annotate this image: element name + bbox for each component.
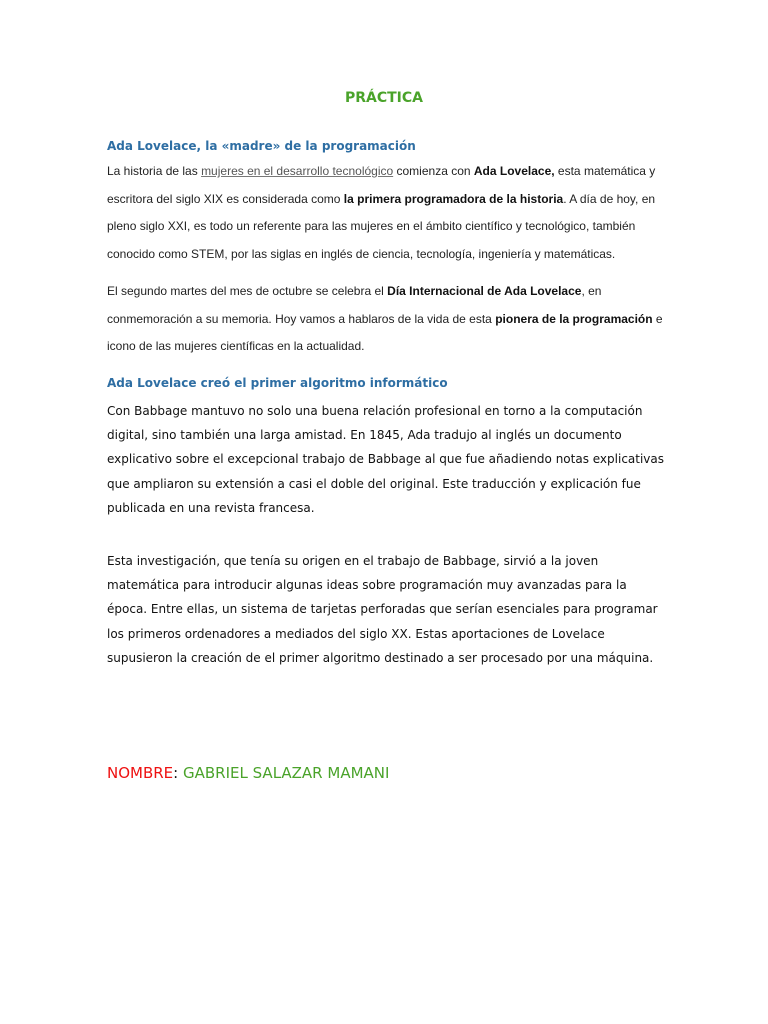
paragraph-text: La historia de las bbox=[107, 164, 202, 178]
paragraph-text: , en conmemoración a su memoria. Hoy vamos a hablaros de la vida de esta bbox=[107, 284, 602, 326]
paragraph-babbage: Con Babbage mantuvo no solo una buena relación profesional en torno a la computación digital, sino también una larga amistad. En 1845, Ada tradujo al inglés un documento explicativo sobre el excepcional trabajo de Babbage al que fue añadiendo notas explicativas que ampliaron su extensión a casi el doble del original. Este traducción y explicación fue publicada en una revista francesa. bbox=[107, 404, 665, 515]
paragraph-historia bbox=[107, 158, 667, 268]
bold-text: Ada Lovelace, bbox=[473, 164, 555, 178]
mujeres-tecnologia-link[interactable]: mujeres en el desarrollo tecnológico bbox=[201, 164, 394, 178]
bold-text: la primera programadora de la historia bbox=[343, 191, 564, 206]
author-name-line bbox=[107, 764, 389, 782]
paragraph-dia-internacional bbox=[107, 278, 667, 361]
paragraph-text: e icono de las mujeres científicas en la actualidad. bbox=[107, 311, 663, 353]
name-label: NOMBRE bbox=[107, 764, 174, 782]
bold-text: pionera de la programación bbox=[495, 311, 653, 326]
section-heading-algoritmo: Ada Lovelace creó el primer algoritmo informático bbox=[107, 376, 448, 390]
author-name: GABRIEL SALAZAR MAMANI bbox=[178, 764, 390, 782]
paragraph-investigacion: Esta investigación, que tenía su origen en el trabajo de Babbage, sirvió a la joven matemática para introducir algunas ideas sobre programación muy avanzadas para la época. Entre ellas, un sistema de tarjetas perforadas que serían esenciales para programar los primeros ordenadores a mediados del siglo XX. Estas aportaciones de Lovelace supusieron la creación de el primer algoritmo destinado a ser procesado por una máquina. bbox=[107, 554, 658, 665]
section-heading-ada-madre: Ada Lovelace, la «madre» de la programación bbox=[107, 139, 416, 153]
paragraph-text: El segundo martes del mes de octubre se celebra el bbox=[107, 284, 388, 298]
paragraph-text: comienza con bbox=[393, 164, 474, 178]
name-colon: : bbox=[173, 764, 179, 782]
bold-text: Día Internacional de Ada Lovelace bbox=[387, 284, 582, 298]
paragraph-text: . A día de hoy, en pleno siglo XXI, es todo un referente para las mujeres en el ámbito científico y tecnológico, también conocido como STEM, por las siglas en inglés de ciencia, tecnología, ingeniería y matemáticas. bbox=[107, 191, 656, 261]
paragraph-text: esta matemática y escritora del siglo XIX es considerada como bbox=[107, 164, 656, 206]
page-title: PRÁCTICA bbox=[344, 90, 424, 106]
